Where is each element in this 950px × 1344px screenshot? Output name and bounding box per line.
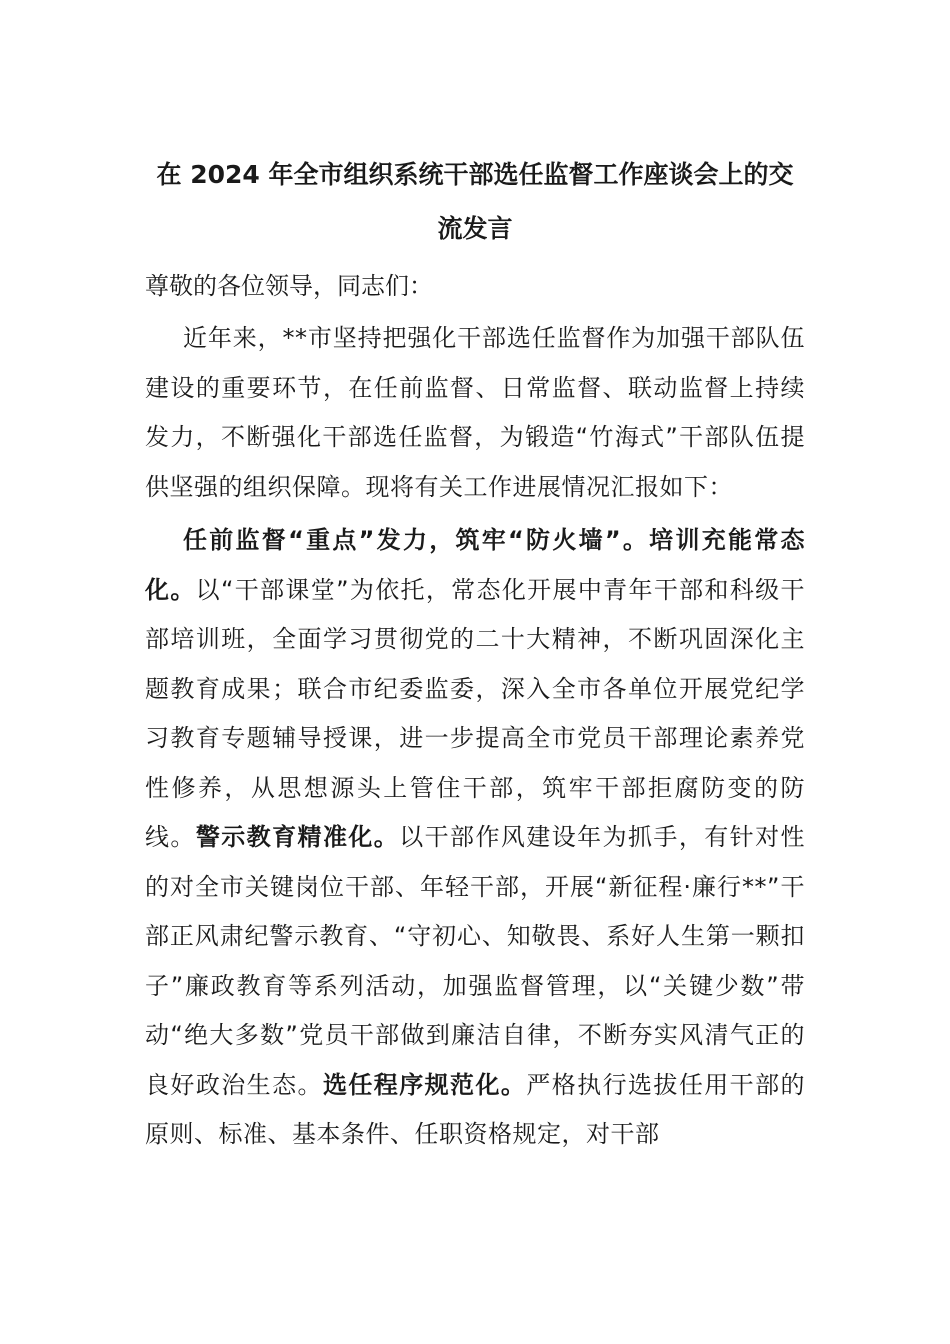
intro-paragraph: 近年来，**市坚持把强化干部选任监督作为加强干部队伍建设的重要环节，在任前监督、日常监督、联动监督上持续发力，不断强化干部选任监督，为锻造“竹海式”干部队伍提供坚强的组织保障。现将有关工作进展情况汇报如下：: [145, 324, 805, 501]
section-1-paragraph: [145, 516, 805, 1160]
section-1-heading: 任前监督“重点”发力，筑牢“防火墙”。: [183, 526, 650, 554]
salutation: 尊敬的各位领导，同志们：: [145, 272, 433, 300]
subsection-procedure-text: 严格执行选拔任用干部的原则、标准、基本条件、任职资格规定，对干部: [145, 1070, 806, 1148]
subsection-training-heading: 培训充能常态化。: [145, 526, 806, 604]
subsection-procedure-heading: 选任程序规范化。: [322, 1070, 527, 1099]
subsection-warning-heading: 警示教育精准化。: [195, 823, 400, 851]
document-title: [135, 148, 815, 256]
subsection-training-text: 以“干部课堂”为依托，常态化开展中青年干部和科级干部培训班，全面学习贯彻党的二十大精神，不断巩固深化主题教育成果；联合市纪委监委，深入全市各单位开展党纪学习教育专题辅导授课，进一步提高全市党员干部理论素养党性修养，从思想源头上管住干部，筑牢干部拒腐防变的防线。: [145, 575, 805, 851]
title-line-1: 在 2024 年全市组织系统干部选任监督工作座谈会上的交: [156, 160, 794, 189]
title-line-2: 流发言: [437, 214, 513, 243]
document-page: [145, 148, 805, 1164]
subsection-warning-text: 以干部作风建设年为抓手，有针对性的对全市关键岗位干部、年轻干部，开展“新征程·廉行**”干部正风肃纪警示教育、“守初心、知敬畏、系好人生第一颗扣子”廉政教育等系列活动，加强监督管理，以“关键少数”带动“绝大多数”党员干部做到廉洁自律，不断夯实风清气正的良好政治生态。: [145, 823, 806, 1099]
